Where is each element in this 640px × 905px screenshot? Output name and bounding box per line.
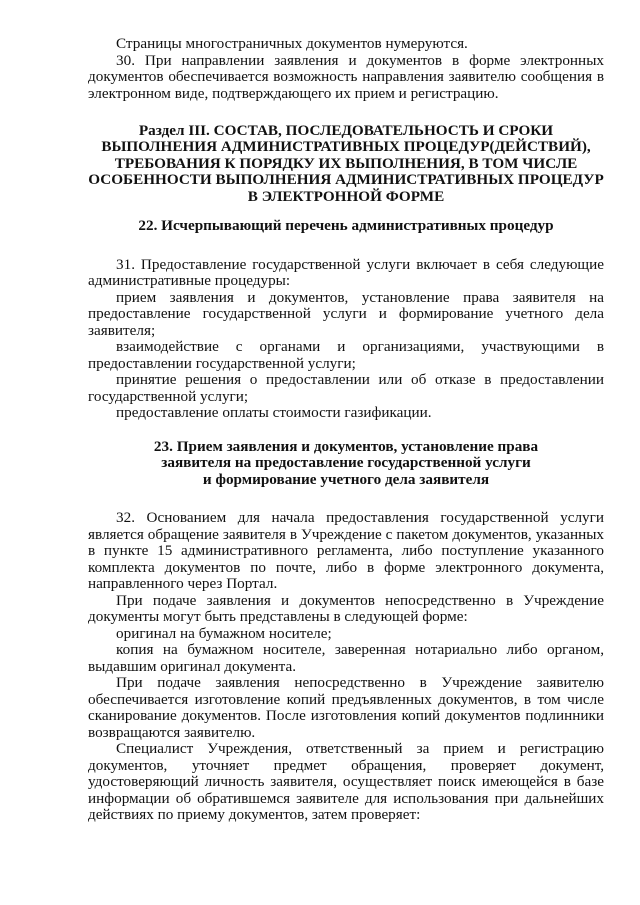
subsection-22-title: 22. Исчерпывающий перечень административных процедур: [138, 217, 554, 235]
section-3-title: [88, 123, 604, 205]
section-title-line: Раздел III. СОСТАВ, ПОСЛЕДОВАТЕЛЬНОСТЬ И СРОКИ: [138, 122, 554, 139]
paragraph-page-numbering: Страницы многостраничных документов нумеруются.: [116, 35, 468, 52]
section-title-line: ОСОБЕННОСТИ ВЫПОЛНЕНИЯ АДМИНИСТРАТИВНЫХ ПРОЦЕДУР: [88, 171, 604, 189]
paragraph-31: 31. Предоставление государственной услуги включает в себя следующие административные процедуры:: [88, 255, 604, 290]
list-item: взаимодействие с органами и организациями, участвующими в предоставлении государственной услуги;: [88, 338, 604, 372]
paragraph-32: 32. Основанием для начала предоставления государственной услуги является обращение заявителя в Учреждение с пакетом документов, указанных в пункте 15 административного регламента, либо поступление указанного комплекта документов по почте, либо в форме электронного документа, направленного через Портал.: [88, 509, 604, 593]
paragraph-copies: При подаче заявления непосредственно в Учреждение заявителю обеспечивается изготовление копий предъявленных документов, в том числе сканирование документов. После изготовления копий документов подлинники возвращаются заявителю.: [88, 674, 604, 741]
list-item-original: оригинал на бумажном носителе;: [116, 624, 332, 642]
subsection-title-line: и формирование учетного дела заявителя: [202, 470, 490, 488]
list-item: предоставление оплаты стоимости газификации.: [116, 404, 432, 422]
list-item: прием заявления и документов, установление права заявителя на предоставление государственной услуги и формирование учетного дела заявителя;: [88, 288, 604, 339]
subsection-title-line: заявителя на предоставление государственной услуги: [161, 454, 531, 472]
subsection-title-line: 23. Прием заявления и документов, установление права: [153, 437, 539, 455]
section-title-line: В ЭЛЕКТРОННОЙ ФОРМЕ: [247, 187, 445, 205]
section-title-line: ТРЕБОВАНИЯ К ПОРЯДКУ ИХ ВЫПОЛНЕНИЯ, В ТОМ ЧИСЛЕ: [114, 154, 578, 172]
list-item: принятие решения о предоставлении или об отказе в предоставлении государственной услуги;: [88, 371, 604, 405]
list-item-copy: копия на бумажном носителе, заверенная нотариально либо органом, выдавшим оригинал документа.: [88, 641, 604, 675]
document-page: [88, 36, 604, 824]
paragraph-specialist: Специалист Учреждения, ответственный за прием и регистрацию документов, уточняет предмет обращения, проверяет документ, удостоверяющий личность заявителя, осуществляет поиск имеющейся в базе информации об обратившемся заявителе для использования при дальнейших действиях по приему документов, затем проверяет:: [88, 740, 604, 824]
subsection-23-title: [88, 439, 604, 489]
paragraph-30: 30. При направлении заявления и документов в форме электронных документов обеспечивается возможность направления заявителю сообщения в электронном виде, подтверждающего их прием и регистрацию.: [88, 51, 604, 102]
section-title-line: ВЫПОЛНЕНИЯ АДМИНИСТРАТИВНЫХ ПРОЦЕДУР(ДЕЙСТВИЙ),: [101, 138, 591, 156]
paragraph-forms: При подаче заявления и документов непосредственно в Учреждение документы могут быть представлены в следующей форме:: [88, 591, 604, 626]
